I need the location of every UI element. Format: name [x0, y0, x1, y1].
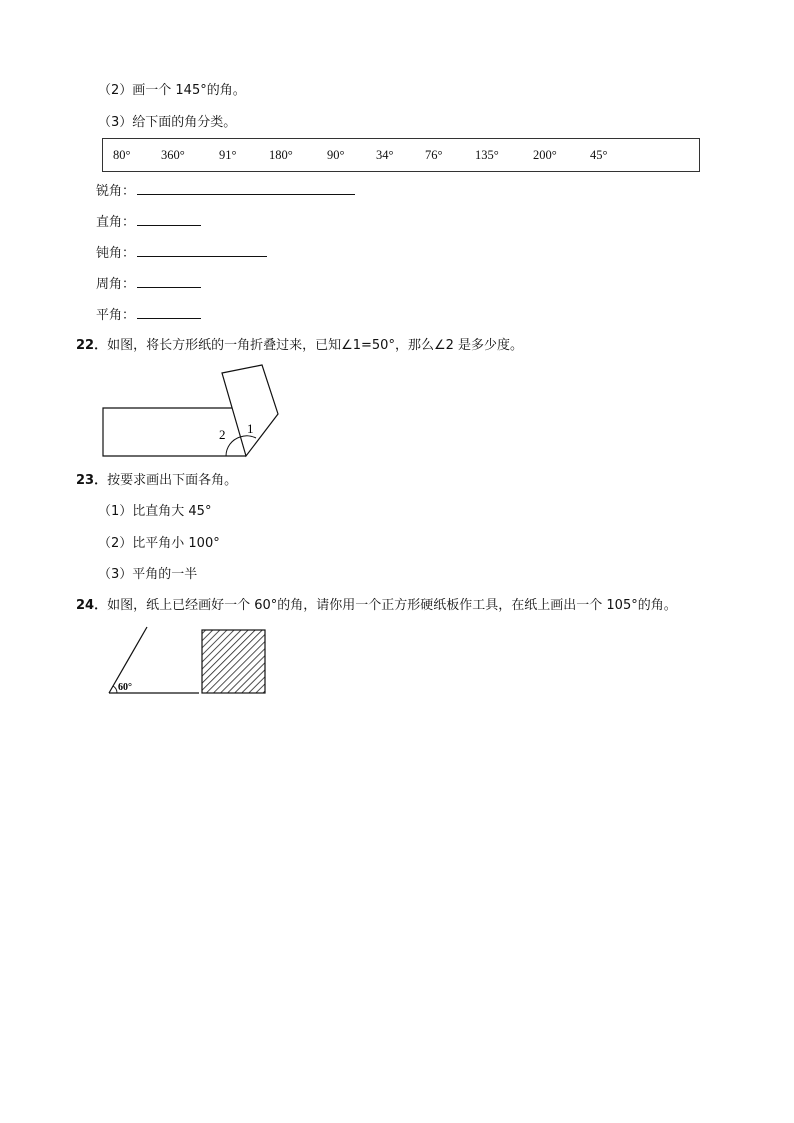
q21-part2: （2）画一个 145°的角。: [98, 83, 246, 98]
angle-value: 34°: [376, 148, 394, 162]
category-label: 钝角：: [96, 246, 136, 261]
question-text: 如图，纸上已经画好一个 60°的角，请你用一个正方形硬纸板作工具，在纸上画出一个 105°的角。: [107, 598, 677, 613]
question-number: 24．: [76, 598, 108, 613]
category-label: 平角：: [96, 308, 136, 323]
angle-values-box: [102, 138, 700, 172]
category-right: [96, 213, 201, 231]
q21-part3: （3）给下面的角分类。: [98, 115, 237, 130]
answer-blank[interactable]: [137, 275, 201, 288]
category-label: 锐角：: [96, 184, 136, 199]
angle-value: 76°: [425, 148, 443, 162]
angle-label: 60°: [118, 682, 132, 693]
angle-2-arc: [226, 437, 240, 456]
question-text: 按要求画出下面各角。: [107, 473, 238, 488]
angle-value: 135°: [475, 148, 499, 162]
category-straight: [96, 306, 201, 324]
angle-value: 180°: [269, 148, 293, 162]
category-full: [96, 275, 201, 293]
category-acute: [96, 182, 355, 200]
folded-flap: [222, 365, 278, 456]
q23-stem: [76, 473, 237, 489]
angle-value: 91°: [219, 148, 237, 162]
q22-stem: [76, 338, 523, 354]
square-cardboard: [202, 630, 265, 693]
q24-stem: [76, 598, 677, 614]
category-label: 周角：: [96, 277, 136, 292]
folded-rectangle-figure: [96, 360, 286, 462]
q23-item: （3）平角的一半: [98, 567, 198, 582]
answer-blank[interactable]: [137, 213, 201, 226]
angle-value: 200°: [533, 148, 557, 162]
angle-value: 360°: [161, 148, 185, 162]
angle-arc: [113, 686, 117, 693]
question-text: 如图，将长方形纸的一角折叠过来，已知∠1=50°，那么∠2 是多少度。: [107, 338, 524, 353]
answer-blank[interactable]: [137, 182, 355, 195]
question-number: 23．: [76, 473, 108, 488]
angle-value: 90°: [327, 148, 345, 162]
angle-2-label: 2: [219, 427, 226, 442]
question-number: 22．: [76, 338, 108, 353]
angle-and-square-figure: [100, 622, 272, 700]
answer-blank[interactable]: [137, 306, 201, 319]
q23-item: （2）比平角小 100°: [98, 536, 220, 551]
answer-blank[interactable]: [137, 244, 267, 257]
angle-value: 80°: [113, 148, 131, 162]
category-obtuse: [96, 244, 267, 262]
angle-value: 45°: [590, 148, 608, 162]
angle-1-label: 1: [247, 421, 254, 436]
category-label: 直角：: [96, 215, 136, 230]
q23-item: （1）比直角大 45°: [98, 504, 212, 519]
